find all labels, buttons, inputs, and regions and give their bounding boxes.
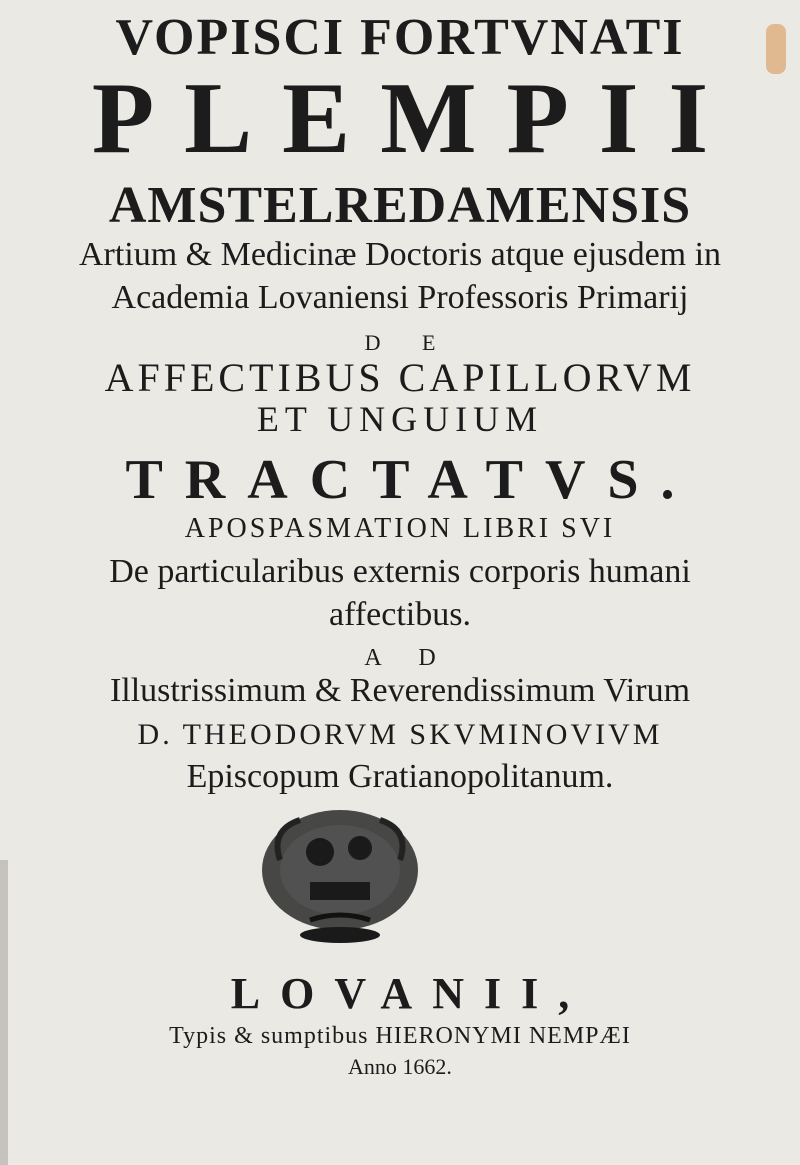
credentials-line-1: Artium & Medicinæ Doctoris atque ejusdem in <box>78 236 722 273</box>
printers-device-emblem-icon <box>250 800 430 950</box>
description-line-2: affectibus. <box>329 596 471 633</box>
dedication-line-3: Episcopum Gratianopolitanum. <box>186 758 614 795</box>
work-type: TRACTATVS. <box>125 449 697 511</box>
subject-line-2: ET UNGUIUM <box>256 399 544 439</box>
description-line-1: De particularibus externis corporis humani <box>109 553 691 590</box>
dedication-line-1: Illustrissimum & Reverendissimum Virum <box>109 672 691 709</box>
de-label: D E <box>364 330 454 355</box>
dedication-line-2: D. THEODORVM SKVMINOVIVM <box>137 718 663 751</box>
year-line: Anno 1662. <box>348 1054 452 1079</box>
author-city: AMSTELREDAMENSIS <box>108 177 692 234</box>
ad-label: A D <box>364 645 452 671</box>
subject-line-1: AFFECTIBUS CAPILLORVM <box>104 355 696 400</box>
place: LOVANII, <box>230 969 590 1018</box>
author-name: PLEMPII <box>91 62 739 175</box>
imprint: Typis & sumptibus HIERONYMI NEMPÆI <box>169 1023 631 1049</box>
credentials-line-2: Academia Lovaniensi Professoris Primarij <box>111 279 689 316</box>
subtitle: APOSPASMATION LIBRI SVI <box>184 513 616 544</box>
author-line: VOPISCI FORTVNATI <box>115 9 685 66</box>
